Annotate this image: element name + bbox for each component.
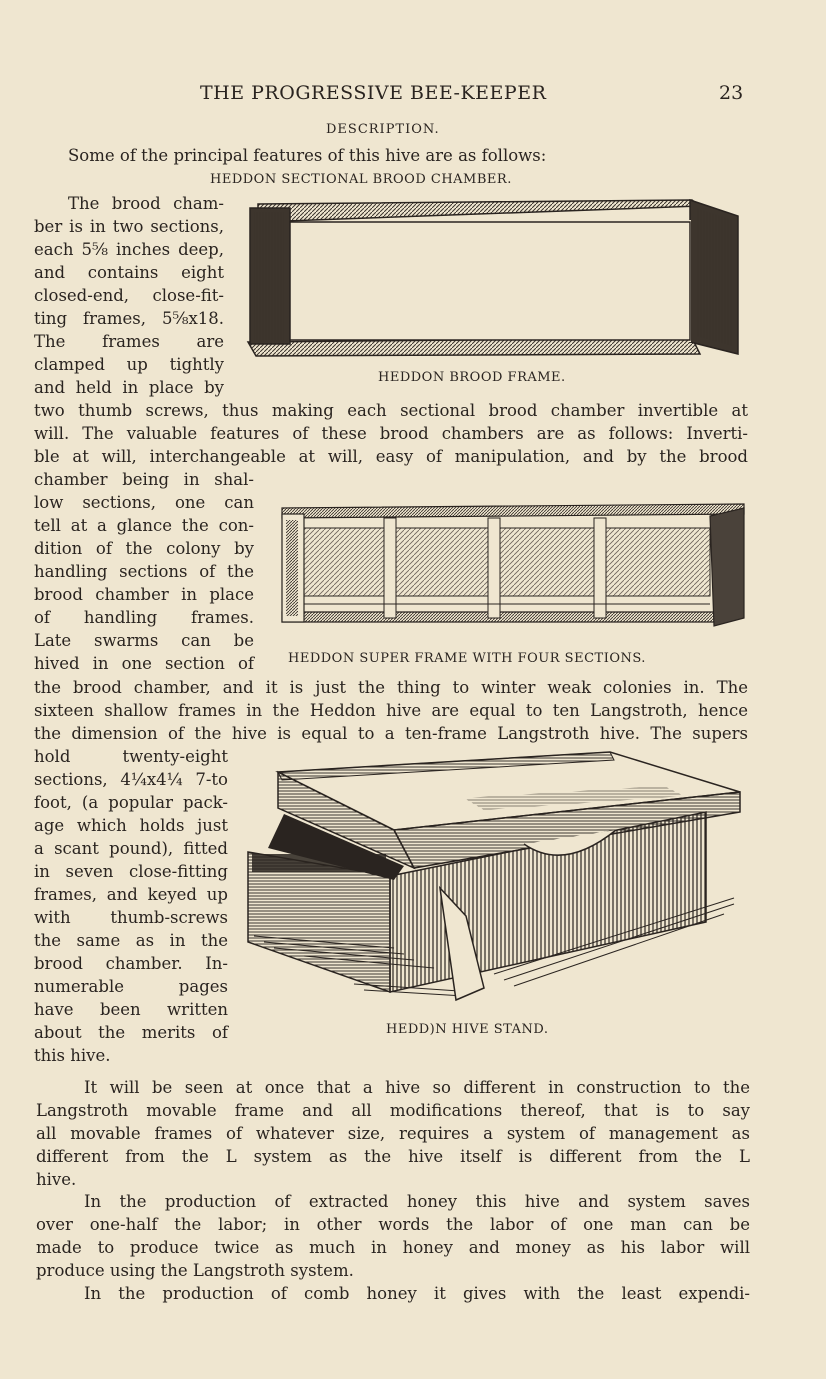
text-line: hived in one section of — [34, 654, 254, 673]
super-frame-caption: HEDDON SUPER FRAME WITH FOUR SECTIONS. — [288, 651, 646, 666]
text-line: the same as in the — [34, 931, 228, 950]
text-line: brood chamber. In- — [34, 954, 228, 973]
text-line: frames, and keyed up — [34, 885, 228, 904]
page-number: 23 — [719, 82, 744, 104]
text-line: numerable pages — [34, 977, 228, 996]
text-line: have been written — [34, 1000, 228, 1019]
text-line: It will be seen at once that a hive so different in construction to the — [84, 1078, 750, 1097]
text-line: sections, 4¼x4¼ 7-to — [34, 770, 228, 789]
section-title: DESCRIPTION. — [326, 122, 440, 137]
text-line: made to produce twice as much in honey and money as his labor will — [36, 1238, 750, 1257]
text-line: handling sections of the — [34, 562, 254, 581]
text-line: In the production of extracted honey this hive and system saves — [84, 1192, 750, 1211]
text-line: in seven close-fitting — [34, 862, 228, 881]
text-line: each 5⅝ inches deep, — [34, 240, 224, 259]
text-line: ting frames, 5⅝x18. — [34, 309, 224, 328]
text-line: low sections, one can — [34, 493, 254, 512]
text-line: the brood chamber, and it is just the thing to winter weak colonies in. The — [34, 678, 748, 697]
text-line: The brood cham- — [68, 194, 224, 213]
full-text-block-2 — [34, 676, 748, 745]
text-line: about the merits of — [34, 1023, 228, 1042]
text-line: Langstroth movable frame and all modifications thereof, that is to say — [36, 1101, 750, 1120]
text-line: will. The valuable features of these brood chambers are as follows: Inverti- — [34, 424, 748, 443]
text-line: all movable frames of whatever size, requires a system of management as — [36, 1124, 750, 1143]
text-line: ble at will, interchangeable at will, easy of manipulation, and by the brood — [34, 447, 748, 466]
text-line: two thumb screws, thus making each sectional brood chamber invertible at — [34, 401, 748, 420]
text-line: tell at a glance the con- — [34, 516, 254, 535]
text-line: Late swarms can be — [34, 631, 254, 650]
text-line: hold twenty-eight — [34, 747, 228, 766]
text-line: different from the L system as the hive itself is different from the L — [36, 1147, 750, 1166]
text-line: dition of the colony by — [34, 539, 254, 558]
super-frame-illustration — [274, 500, 748, 630]
text-line: and contains eight — [34, 263, 224, 282]
text-line: and held in place by — [34, 378, 224, 397]
text-line: ber is in two sections, — [34, 217, 224, 236]
text-line: The frames are — [34, 332, 224, 351]
col3-text — [34, 745, 228, 1067]
full-text-block-1 — [34, 399, 748, 468]
brood-frame-caption: HEDDON BROOD FRAME. — [378, 370, 566, 385]
text-line: hive. — [36, 1170, 77, 1189]
hive-stand-caption: HEDD)N HIVE STAND. — [386, 1022, 549, 1037]
text-line: brood chamber in place — [34, 585, 254, 604]
text-line: clamped up tightly — [34, 355, 224, 374]
text-line: foot, (a popular pack- — [34, 793, 228, 812]
text-line: the dimension of the hive is equal to a ten-frame Langstroth hive. The supers — [34, 724, 748, 743]
paragraph-2 — [36, 1076, 750, 1191]
text-line: In the production of comb honey it gives with the least expendi- — [84, 1284, 750, 1303]
text-line: chamber being in shal- — [34, 470, 254, 489]
intro-line: Some of the principal features of this hive are as follows: — [68, 146, 547, 165]
text-line: with thumb-screws — [34, 908, 228, 927]
subheading: HEDDON SECTIONAL BROOD CHAMBER. — [210, 172, 512, 187]
running-head: THE PROGRESSIVE BEE-KEEPER — [200, 82, 547, 104]
text-line: this hive. — [34, 1046, 111, 1065]
text-line: sixteen shallow frames in the Heddon hive are equal to ten Langstroth, hence — [34, 701, 748, 720]
text-line: produce using the Langstroth system. — [36, 1261, 354, 1280]
col2-text — [34, 468, 254, 675]
text-line: over one-half the labor; in other words the labor of one man can be — [36, 1215, 750, 1234]
paragraph-4 — [36, 1282, 750, 1305]
brood-frame-illustration — [244, 196, 742, 358]
text-line: closed-end, close-fit- — [34, 286, 224, 305]
paragraph-3 — [36, 1190, 750, 1282]
col1-text — [34, 192, 224, 399]
hive-stand-illustration — [244, 748, 744, 1010]
text-line: age which holds just — [34, 816, 228, 835]
text-line: of handling frames. — [34, 608, 254, 627]
text-line: a scant pound), fitted — [34, 839, 228, 858]
